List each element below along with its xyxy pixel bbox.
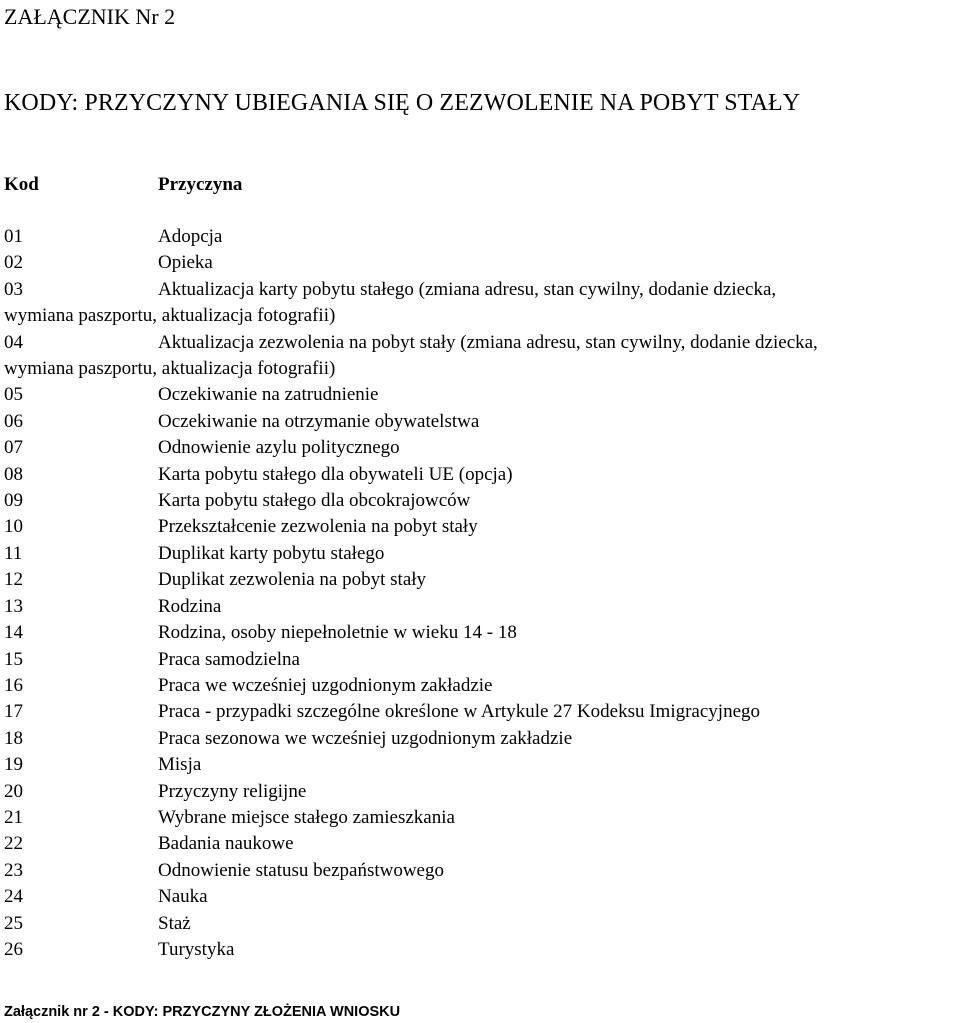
row-reason: Przyczyny religijne bbox=[158, 780, 307, 802]
row-reason: Opieka bbox=[158, 252, 213, 274]
row-reason-line2: wymiana paszportu, aktualizacja fotografii) bbox=[4, 305, 336, 327]
page-title: KODY: PRZYCZYNY UBIEGANIA SIĘ O ZEZWOLENIE NA POBYT STAŁY bbox=[4, 90, 801, 116]
row-code: 10 bbox=[4, 516, 23, 538]
table-row bbox=[4, 805, 954, 831]
row-code: 02 bbox=[4, 252, 23, 274]
row-reason: Odnowienie azylu politycznego bbox=[158, 437, 400, 459]
row-code: 17 bbox=[4, 701, 23, 723]
annex-label: ZAŁĄCZNIK Nr 2 bbox=[4, 4, 176, 29]
page-footer: Załącznik nr 2 - KODY: PRZYCZYNY ZŁOŻENIA WNIOSKU bbox=[4, 1004, 401, 1020]
row-reason: Oczekiwanie na zatrudnienie bbox=[158, 384, 379, 406]
table-row bbox=[4, 726, 954, 752]
row-code: 06 bbox=[4, 410, 23, 432]
row-reason: Praca - przypadki szczególne określone w Artykule 27 Kodeksu Imigracyjnego bbox=[158, 701, 760, 723]
table-row bbox=[4, 699, 954, 725]
row-reason: Odnowienie statusu bezpaństwowego bbox=[158, 859, 444, 881]
row-reason: Misja bbox=[158, 754, 202, 776]
table-row bbox=[4, 673, 954, 699]
row-reason: Turystyka bbox=[158, 938, 235, 960]
row-reason: Duplikat karty pobytu stałego bbox=[158, 542, 385, 564]
row-code: 13 bbox=[4, 595, 23, 617]
row-reason: Rodzina bbox=[158, 595, 222, 617]
row-reason: Przekształcenie zezwolenia na pobyt stały bbox=[158, 516, 478, 538]
row-reason: Praca samodzielna bbox=[158, 648, 300, 670]
row-reason: Staż bbox=[158, 912, 191, 934]
table-row bbox=[4, 779, 954, 805]
row-reason: Karta pobytu stałego dla obcokrajowców bbox=[158, 490, 471, 512]
row-code: 05 bbox=[4, 384, 23, 406]
row-reason: Praca we wcześniej uzgodnionym zakładzie bbox=[158, 674, 493, 696]
row-reason: Duplikat zezwolenia na pobyt stały bbox=[158, 569, 427, 591]
table-row bbox=[4, 409, 954, 435]
row-reason bbox=[4, 330, 958, 383]
table-row bbox=[4, 752, 954, 778]
row-reason-line2: wymiana paszportu, aktualizacja fotografii) bbox=[4, 358, 336, 380]
row-code: 09 bbox=[4, 490, 23, 512]
row-reason: Nauka bbox=[158, 886, 208, 908]
table-row bbox=[4, 488, 954, 514]
row-code: 08 bbox=[4, 463, 23, 485]
row-code: 12 bbox=[4, 569, 23, 591]
row-code: 18 bbox=[4, 727, 23, 749]
table-header bbox=[4, 172, 954, 198]
row-code: 19 bbox=[4, 754, 23, 776]
row-code: 01 bbox=[4, 226, 23, 247]
table-row bbox=[4, 884, 954, 910]
table-row bbox=[4, 435, 954, 461]
table-body bbox=[4, 224, 954, 963]
row-code: 15 bbox=[4, 648, 23, 670]
row-reason: Karta pobytu stałego dla obywateli UE (opcja) bbox=[158, 463, 513, 485]
table-row bbox=[4, 620, 954, 646]
row-code: 26 bbox=[4, 938, 23, 960]
row-reason: Wybrane miejsce stałego zamieszkania bbox=[158, 806, 455, 828]
table-row bbox=[4, 330, 954, 383]
row-code: 14 bbox=[4, 622, 23, 644]
table-row bbox=[4, 250, 954, 276]
row-code: 22 bbox=[4, 833, 23, 855]
row-reason-line1: Aktualizacja karty pobytu stałego (zmiana adresu, stan cywilny, dodanie dziecka, bbox=[158, 278, 777, 300]
row-reason: Praca sezonowa we wcześniej uzgodnionym zakładzie bbox=[158, 727, 573, 749]
table-row bbox=[4, 541, 954, 567]
header-code: Kod bbox=[4, 174, 39, 195]
row-code: 04 bbox=[4, 331, 23, 353]
table-row bbox=[4, 462, 954, 488]
row-code: 20 bbox=[4, 780, 23, 802]
row-reason: Oczekiwanie na otrzymanie obywatelstwa bbox=[158, 410, 480, 432]
header-reason: Przyczyna bbox=[158, 174, 243, 195]
table-row bbox=[4, 224, 954, 250]
row-code: 23 bbox=[4, 859, 23, 881]
row-code: 16 bbox=[4, 674, 23, 696]
row-code: 11 bbox=[4, 542, 23, 564]
table-row bbox=[4, 277, 954, 330]
table-row bbox=[4, 382, 954, 408]
table-row bbox=[4, 514, 954, 540]
table-row bbox=[4, 567, 954, 593]
row-reason: Adopcja bbox=[158, 226, 223, 247]
table-row bbox=[4, 831, 954, 857]
row-code: 07 bbox=[4, 437, 23, 459]
row-code: 21 bbox=[4, 806, 23, 828]
table-row bbox=[4, 594, 954, 620]
row-reason bbox=[4, 277, 958, 330]
row-reason-line1: Aktualizacja zezwolenia na pobyt stały (zmiana adresu, stan cywilny, dodanie dziecka, bbox=[158, 331, 818, 353]
table-row bbox=[4, 911, 954, 937]
table-row bbox=[4, 647, 954, 673]
table-row bbox=[4, 858, 954, 884]
row-reason: Badania naukowe bbox=[158, 833, 294, 855]
row-code: 24 bbox=[4, 886, 23, 908]
row-code: 03 bbox=[4, 278, 23, 300]
row-code: 25 bbox=[4, 912, 23, 934]
row-reason: Rodzina, osoby niepełnoletnie w wieku 14 - 18 bbox=[158, 622, 517, 644]
table-row bbox=[4, 937, 954, 963]
